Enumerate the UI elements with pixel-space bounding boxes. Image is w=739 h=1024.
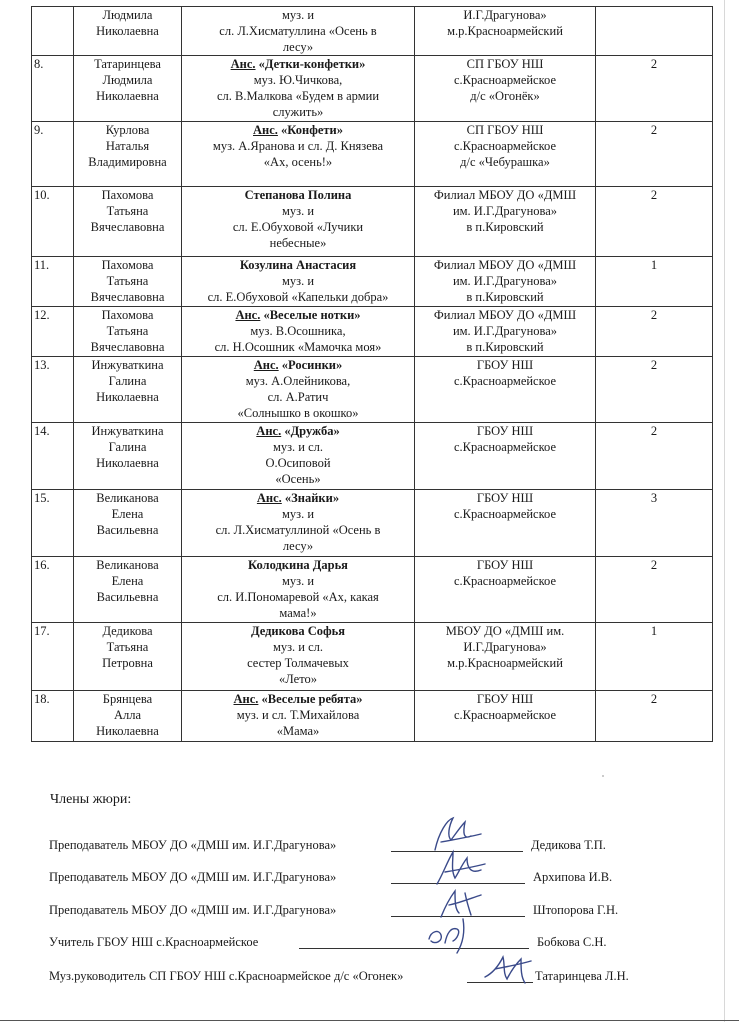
performer-cell: Колодкина Дарья муз. и сл. И.Пономаревой «Ах, какая мама!» [182,557,415,623]
organization-cell: ГБОУ НШ с.Красноармейское [415,691,596,742]
scan-speck [602,775,604,777]
table-row [32,557,713,623]
results-table [31,6,713,742]
jury-member [49,870,669,892]
performer-cell: Анс. «Конфети» муз. А.Яранова и сл. Д. Князева «Ах, осень!» [182,122,415,187]
teacher-cell: Курлова Наталья Владимировна [74,122,182,187]
place-cell: 2 [596,122,713,187]
row-number: 9. [32,122,74,187]
teacher-cell: Инжуваткина Галина Николаевна [74,423,182,490]
place-cell: 2 [596,557,713,623]
organization-cell: И.Г.Драгунова» м.р.Красноармейский [415,7,596,56]
performer-cell: Анс. «Веселые ребята» муз. и сл. Т.Михайлова «Мама» [182,691,415,742]
teacher-cell: Дедикова Татьяна Петровна [74,623,182,691]
table-row [32,257,713,307]
organization-cell: СП ГБОУ НШ с.Красноармейское д/с «Чебурашка» [415,122,596,187]
jury-name: Бобкова С.Н. [537,935,607,949]
teacher-cell: Пахомова Татьяна Вячеславовна [74,257,182,307]
row-number: 8. [32,56,74,122]
teacher-cell: Людмила Николаевна [74,7,182,56]
organization-cell: Филиал МБОУ ДО «ДМШ им. И.Г.Драгунова» в п.Кировский [415,187,596,257]
place-cell: 2 [596,56,713,122]
row-number: 16. [32,557,74,623]
jury-title: Члены жюри: [50,792,132,807]
jury-role: Преподаватель МБОУ ДО «ДМШ им. И.Г.Драгунова» [49,903,337,917]
place-cell: 2 [596,691,713,742]
organization-cell: ГБОУ НШ с.Красноармейское [415,490,596,557]
row-number: 10. [32,187,74,257]
row-number: 12. [32,307,74,357]
jury-member [49,969,669,991]
performer-cell: Анс. «Росинки» муз. А.Олейникова, сл. А.Ратич «Солнышко в окошко» [182,357,415,423]
organization-cell: Филиал МБОУ ДО «ДМШ им. И.Г.Драгунова» в п.Кировский [415,307,596,357]
jury-role: Муз.руководитель СП ГБОУ НШ с.Красноармейское д/с «Огонек» [49,969,404,983]
teacher-cell: Великанова Елена Васильевна [74,490,182,557]
teacher-cell: Инжуваткина Галина Николаевна [74,357,182,423]
row-number: 17. [32,623,74,691]
place-cell: 1 [596,623,713,691]
place-cell [596,7,713,56]
performer-cell: Анс. «Знайки» муз. и сл. Л.Хисматуллиной «Осень в лесу» [182,490,415,557]
jury-name: Архипова И.В. [533,870,613,884]
performer-cell: Анс. «Веселые нотки» муз. В.Осошника, сл. Н.Осошник «Мамочка моя» [182,307,415,357]
teacher-cell: Великанова Елена Васильевна [74,557,182,623]
organization-cell: СП ГБОУ НШ с.Красноармейское д/с «Огонёк» [415,56,596,122]
table-row [32,691,713,742]
organization-cell: МБОУ ДО «ДМШ им. И.Г.Драгунова» м.р.Красноармейский [415,623,596,691]
place-cell: 2 [596,423,713,490]
performer-cell: Дедикова Софья муз. и сл. сестер Толмачевых «Лето» [182,623,415,691]
place-cell: 2 [596,187,713,257]
performer-cell: Анс. «Дружба» муз. и сл. О.Осиповой «Осень» [182,423,415,490]
row-number: 11. [32,257,74,307]
place-cell: 3 [596,490,713,557]
table-row [32,423,713,490]
table-row [32,56,713,122]
teacher-cell: Пахомова Татьяна Вячеславовна [74,187,182,257]
organization-cell: Филиал МБОУ ДО «ДМШ им. И.Г.Драгунова» в п.Кировский [415,257,596,307]
table-row [32,122,713,187]
table-row [32,187,713,257]
organization-cell: ГБОУ НШ с.Красноармейское [415,557,596,623]
organization-cell: ГБОУ НШ с.Красноармейское [415,423,596,490]
jury-member [49,935,669,957]
teacher-cell: Пахомова Татьяна Вячеславовна [74,307,182,357]
jury-member [49,838,669,860]
place-cell: 1 [596,257,713,307]
row-number: 18. [32,691,74,742]
row-number: 14. [32,423,74,490]
jury-name: Дедикова Т.П. [531,838,606,852]
place-cell: 2 [596,357,713,423]
performer-cell: Анс. «Детки-конфетки» муз. Ю.Чичкова, сл. В.Малкова «Будем в армии служить» [182,56,415,122]
row-number: 13. [32,357,74,423]
organization-cell: ГБОУ НШ с.Красноармейское [415,357,596,423]
jury-role: Преподаватель МБОУ ДО «ДМШ им. И.Г.Драгунова» [49,870,337,884]
table-row [32,7,713,56]
jury-role: Преподаватель МБОУ ДО «ДМШ им. И.Г.Драгунова» [49,838,337,852]
table-row [32,307,713,357]
performer-cell: Козулина Анастасия муз. и сл. Е.Обуховой «Капельки добра» [182,257,415,307]
table-row [32,490,713,557]
row-number [32,7,74,56]
teacher-cell: Брянцева Алла Николаевна [74,691,182,742]
place-cell: 2 [596,307,713,357]
jury-member [49,903,669,925]
table-row [32,623,713,691]
row-number: 15. [32,490,74,557]
teacher-cell: Татаринцева Людмила Николаевна [74,56,182,122]
table-row [32,357,713,423]
performer-cell: муз. и сл. Л.Хисматуллина «Осень в лесу» [182,7,415,56]
jury-role: Учитель ГБОУ НШ с.Красноармейское [49,935,259,949]
jury-name: Татаринцева Л.Н. [535,969,629,983]
bottom-rule [0,1020,739,1021]
performer-cell: Степанова Полина муз. и сл. Е.Обуховой «Лучики небесные» [182,187,415,257]
jury-name: Штопорова Г.Н. [533,903,619,917]
